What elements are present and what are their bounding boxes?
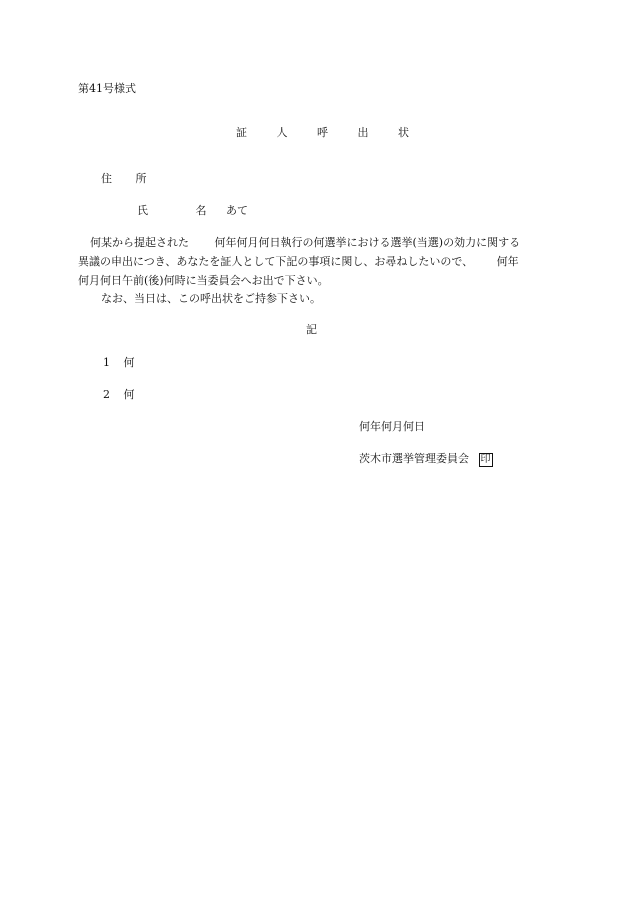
document-title [236,126,409,140]
issuer-line [359,452,493,467]
seal-mark: 印 [480,454,491,465]
list-item [103,356,135,370]
list-item [103,388,135,402]
issue-date: 何年何月何日 [359,420,425,433]
item-text: 何 [123,356,135,369]
name-label-char: 氏 [137,204,148,217]
addressee-text: あて [226,204,248,217]
title-char: 証 [236,126,247,139]
address-label-char: 住 [101,172,112,185]
item-text: 何 [123,388,135,401]
name-line [137,204,248,218]
body-line-1 [90,236,520,250]
body-text: 何年 [496,255,519,268]
body-line-3: 何月何日午前(後)何時に当委員会へお出で下さい。 [78,274,329,287]
title-char: 人 [276,126,288,139]
issuer-name: 茨木市選挙管理委員会 [359,452,469,465]
item-number: 1 [103,356,110,369]
title-char: 出 [357,126,369,139]
name-label-char: 名 [195,204,207,217]
form-number: 第41号様式 [78,82,136,95]
body-line-4: なお、当日は、この呼出状をご持参下さい。 [101,292,321,305]
body-text: 異議の申出につき、あなたを証人として下記の事項に関し、お尋ねしたいので、 [78,255,474,268]
body-text: 何某から提起された [90,236,189,249]
ki-heading: 記 [306,323,317,336]
address-label-char: 所 [135,172,147,185]
title-char: 状 [398,126,409,139]
item-number: 2 [103,388,110,401]
title-char: 呼 [317,126,328,139]
body-line-2 [78,255,519,269]
address-label [101,172,147,186]
body-text: 何年何月何日執行の何選挙における選挙(当選)の効力に関する [214,236,521,249]
